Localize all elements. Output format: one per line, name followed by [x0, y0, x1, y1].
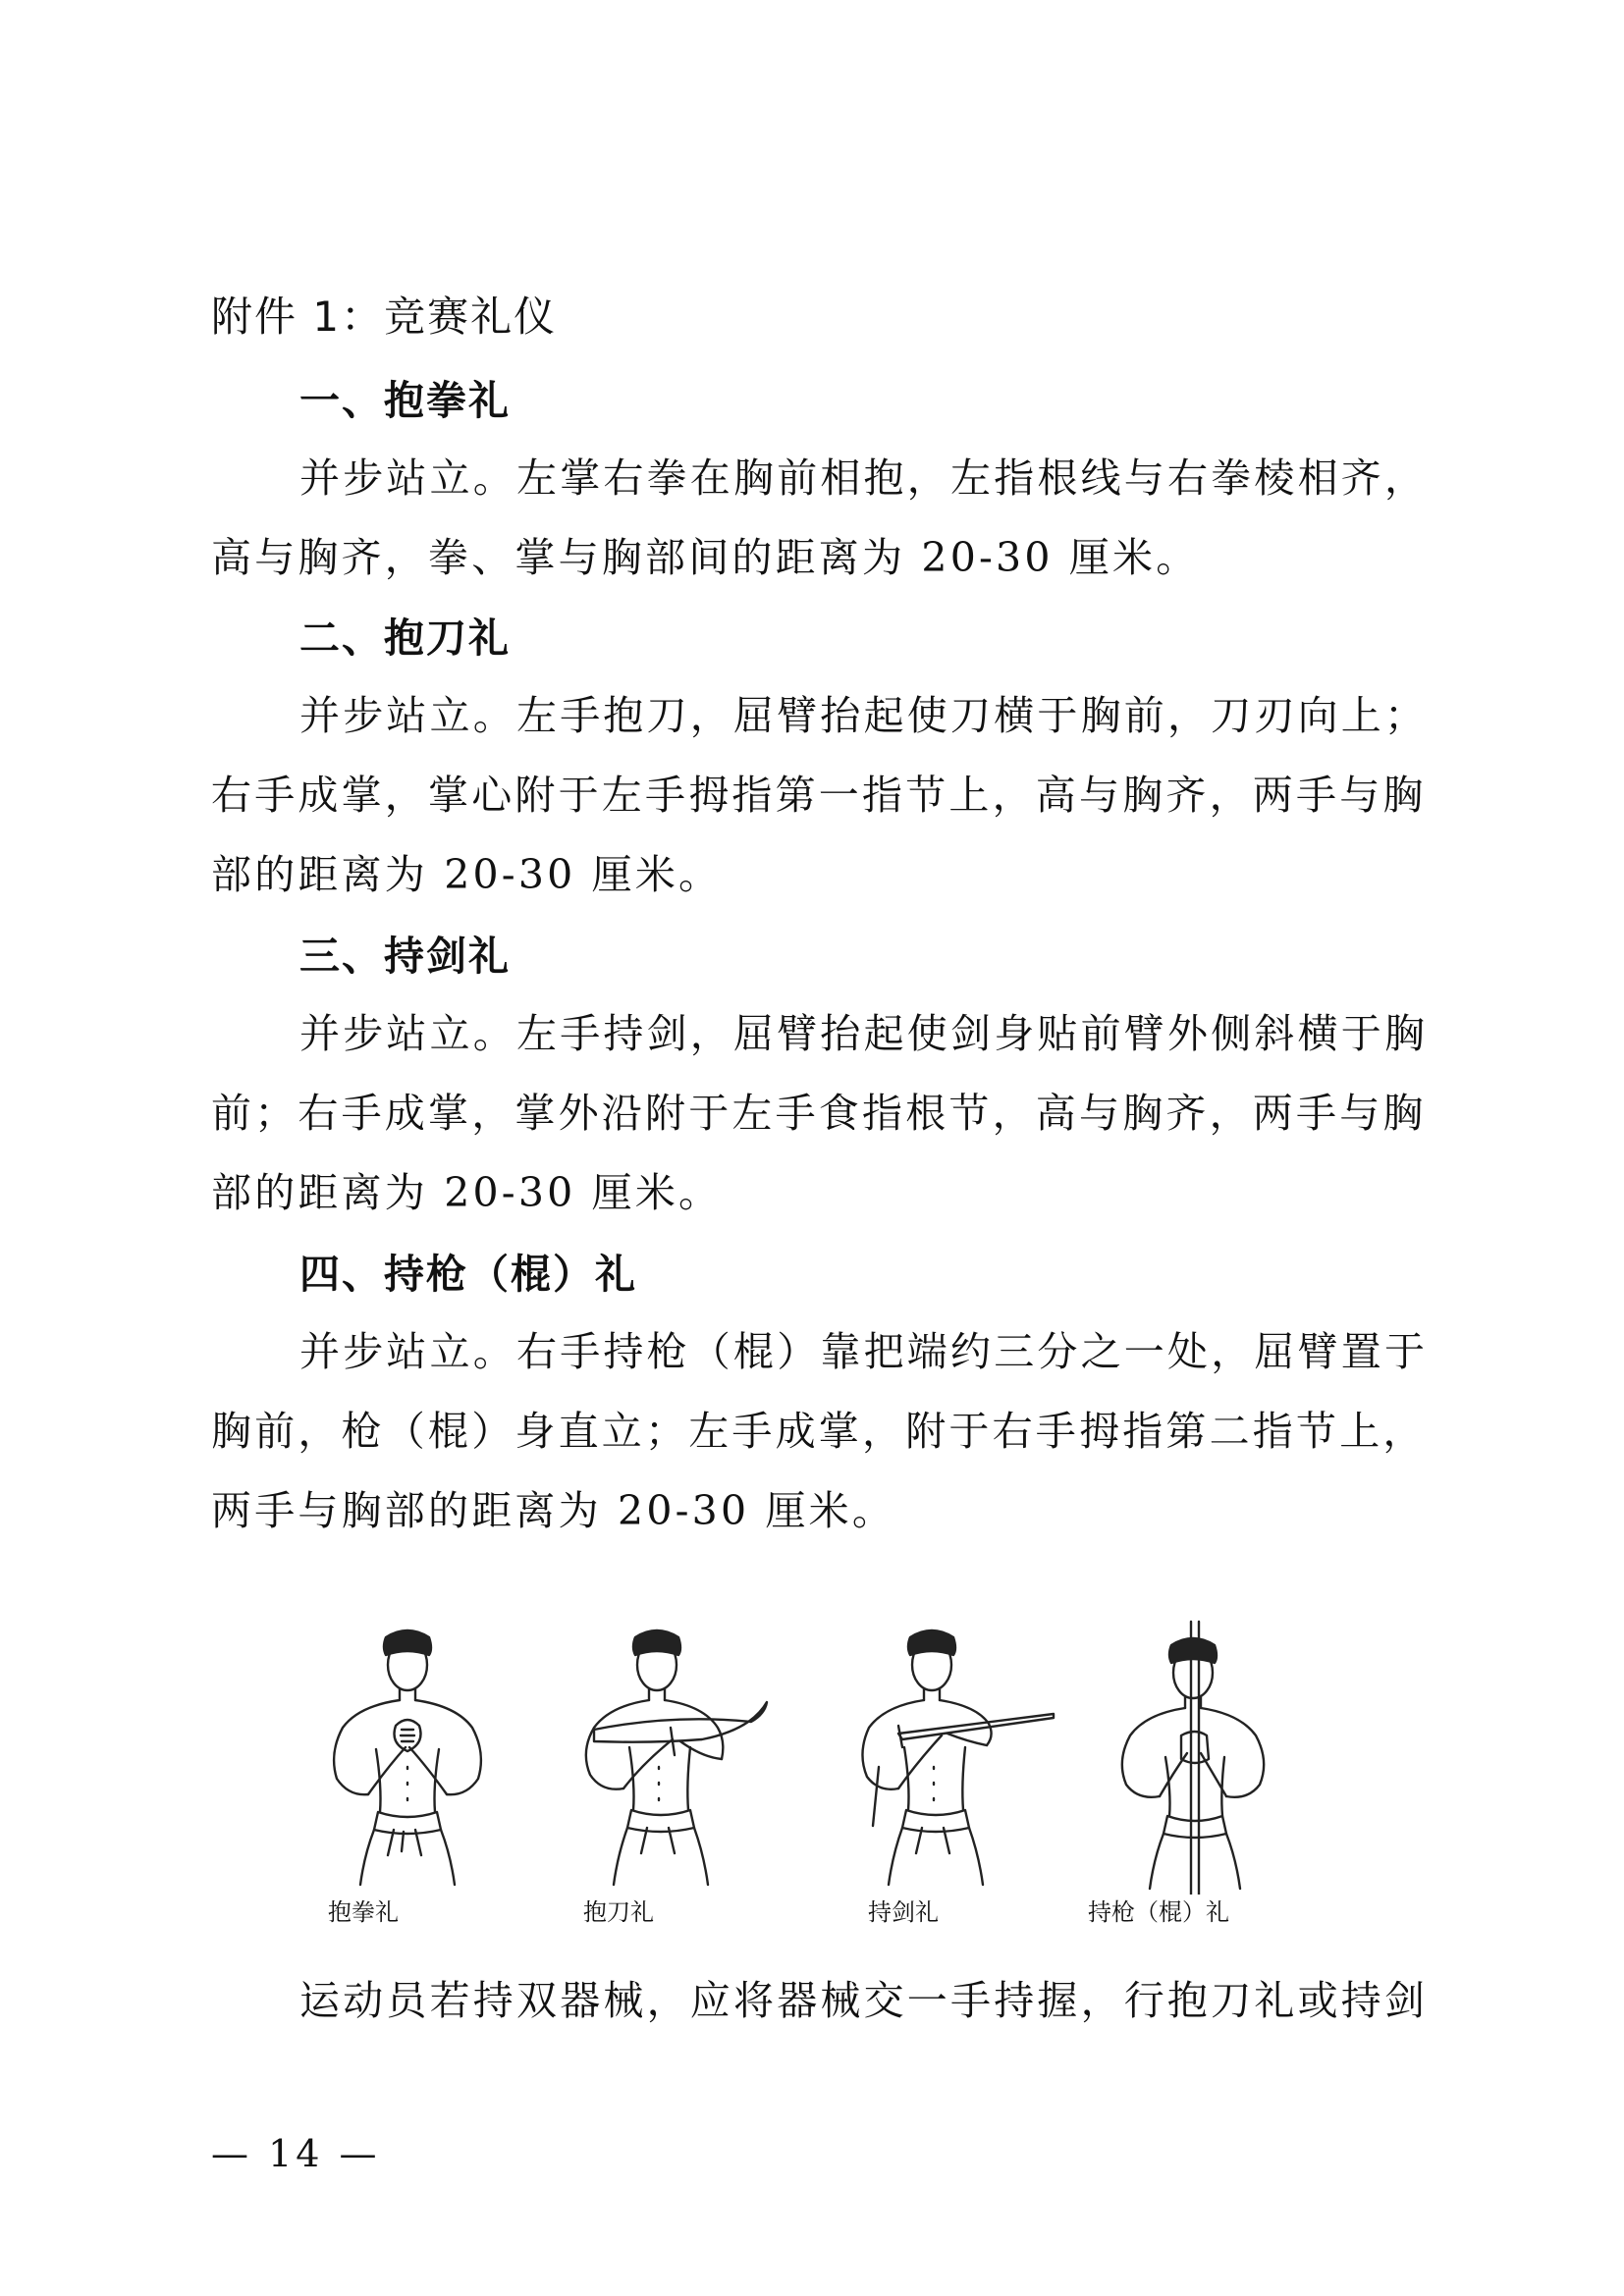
section-heading-spear-staff-salute: 四、持枪（棍）礼 — [299, 1251, 637, 1298]
sword-salute-illustration — [839, 1620, 1056, 1895]
section-body-broadsword-salute: 并步站立。左手抱刀，屈臂抬起使刀横于胸前，刀刃向上；右手成掌，掌心附于左手拇指第一指节上，高与胸齐，两手与胸部的距离为 20-30 厘米。 — [211, 692, 1429, 898]
closing-paragraph: 运动员若持双器械，应将器械交一手持握，行抱刀礼或持剑 — [299, 1977, 1429, 2024]
section-body-spear-staff-salute: 并步站立。右手持枪（棍）靠把端约三分之一处，屈臂置于胸前，枪（棍）身直立；左手成掌，附于右手拇指第二指节上，两手与胸部的距离为 20-30 厘米。 — [211, 1328, 1429, 1534]
figure-caption-sword-salute: 持剑礼 — [868, 1898, 939, 1926]
section-body-sword-salute: 并步站立。左手持剑，屈臂抬起使剑身贴前臂外侧斜横于胸前；右手成掌，掌外沿附于左手食指根节，高与胸齐，两手与胸部的距离为 20-30 厘米。 — [211, 1010, 1429, 1216]
section-heading-broadsword-salute: 二、抱刀礼 — [299, 614, 511, 662]
figure-caption-fist-salute: 抱拳礼 — [328, 1898, 399, 1926]
section-heading-fist-salute: 一、抱拳礼 — [299, 377, 511, 424]
spear-staff-salute-illustration — [1095, 1620, 1311, 1895]
section-heading-sword-salute: 三、持剑礼 — [299, 933, 511, 980]
page-number: — 14 — — [211, 2132, 381, 2175]
broadsword-salute-illustration — [555, 1620, 771, 1895]
figure-caption-broadsword-salute: 抱刀礼 — [583, 1898, 654, 1926]
section-body-fist-salute: 并步站立。左掌右拳在胸前相抱，左指根线与右拳棱相齐，高与胸齐，拳、掌与胸部间的距离为 20-30 厘米。 — [211, 454, 1429, 581]
salute-figures — [299, 1620, 1311, 1924]
figure-caption-spear-staff-salute: 持枪（棍）礼 — [1088, 1898, 1229, 1926]
fist-salute-illustration — [299, 1620, 515, 1895]
attachment-title: 附件 1：竞赛礼仪 — [211, 293, 558, 341]
